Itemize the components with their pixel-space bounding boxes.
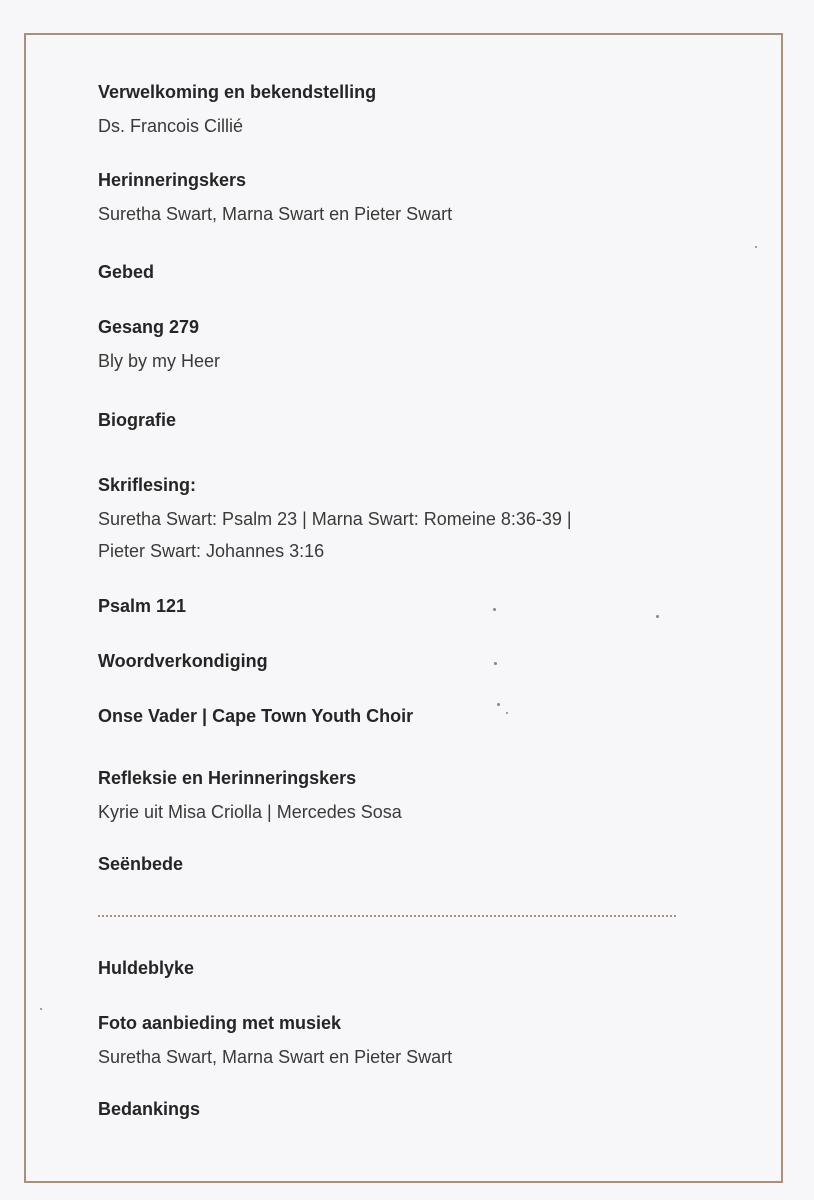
item-subtext: Kyrie uit Misa Criolla | Mercedes Sosa (98, 802, 402, 822)
item-heading: Huldeblyke (98, 958, 195, 978)
item-subtext: Ds. Francois Cillié (98, 116, 244, 136)
scan-speck (656, 615, 659, 618)
item-heading: Biografie (98, 410, 177, 430)
item-heading: Foto aanbieding met musiek (98, 1013, 342, 1033)
program-item-memorial-candle (98, 169, 708, 229)
program-item-photo-presentation (98, 1012, 708, 1072)
item-heading: Verwelkoming en bekendstelling (98, 82, 377, 102)
program-item-sermon (98, 650, 708, 672)
scan-speck (494, 662, 497, 665)
program-item-welcome (98, 81, 708, 141)
scan-speck (755, 246, 757, 248)
scan-speck (40, 1008, 42, 1010)
item-heading: Psalm 121 (98, 596, 187, 616)
program-item-benediction (98, 853, 708, 875)
item-heading: Gesang 279 (98, 317, 200, 337)
item-subtext: Pieter Swart: Johannes 3:16 (98, 541, 325, 561)
item-heading: Refleksie en Herinneringskers (98, 768, 357, 788)
program-item-hymn (98, 316, 708, 376)
scan-speck (497, 703, 500, 706)
item-heading: Seënbede (98, 854, 184, 874)
item-heading: Gebed (98, 262, 155, 282)
item-heading: Woordverkondiging (98, 651, 268, 671)
scan-speck (506, 712, 508, 714)
scan-speck (493, 608, 496, 611)
program-item-thanks (98, 1098, 708, 1120)
program-item-tributes (98, 957, 708, 979)
item-subtext: Suretha Swart, Marna Swart en Pieter Swart (98, 204, 453, 224)
program-item-prayer (98, 261, 708, 283)
item-subtext: Suretha Swart, Marna Swart en Pieter Swart (98, 1047, 453, 1067)
dotted-divider (98, 915, 676, 917)
item-heading: Herinneringskers (98, 170, 247, 190)
program-item-scripture-reading (98, 474, 708, 566)
item-subtext: Bly by my Heer (98, 351, 221, 371)
item-heading: Onse Vader | Cape Town Youth Choir (98, 706, 414, 726)
program-item-psalm (98, 595, 708, 617)
program-item-reflection (98, 767, 708, 827)
item-heading: Bedankings (98, 1099, 201, 1119)
program-item-lords-prayer (98, 705, 708, 727)
item-subtext: Suretha Swart: Psalm 23 | Marna Swart: Romeine 8:36-39 | (98, 509, 572, 529)
item-heading: Skriflesing: (98, 475, 197, 495)
program-item-biography (98, 409, 708, 431)
